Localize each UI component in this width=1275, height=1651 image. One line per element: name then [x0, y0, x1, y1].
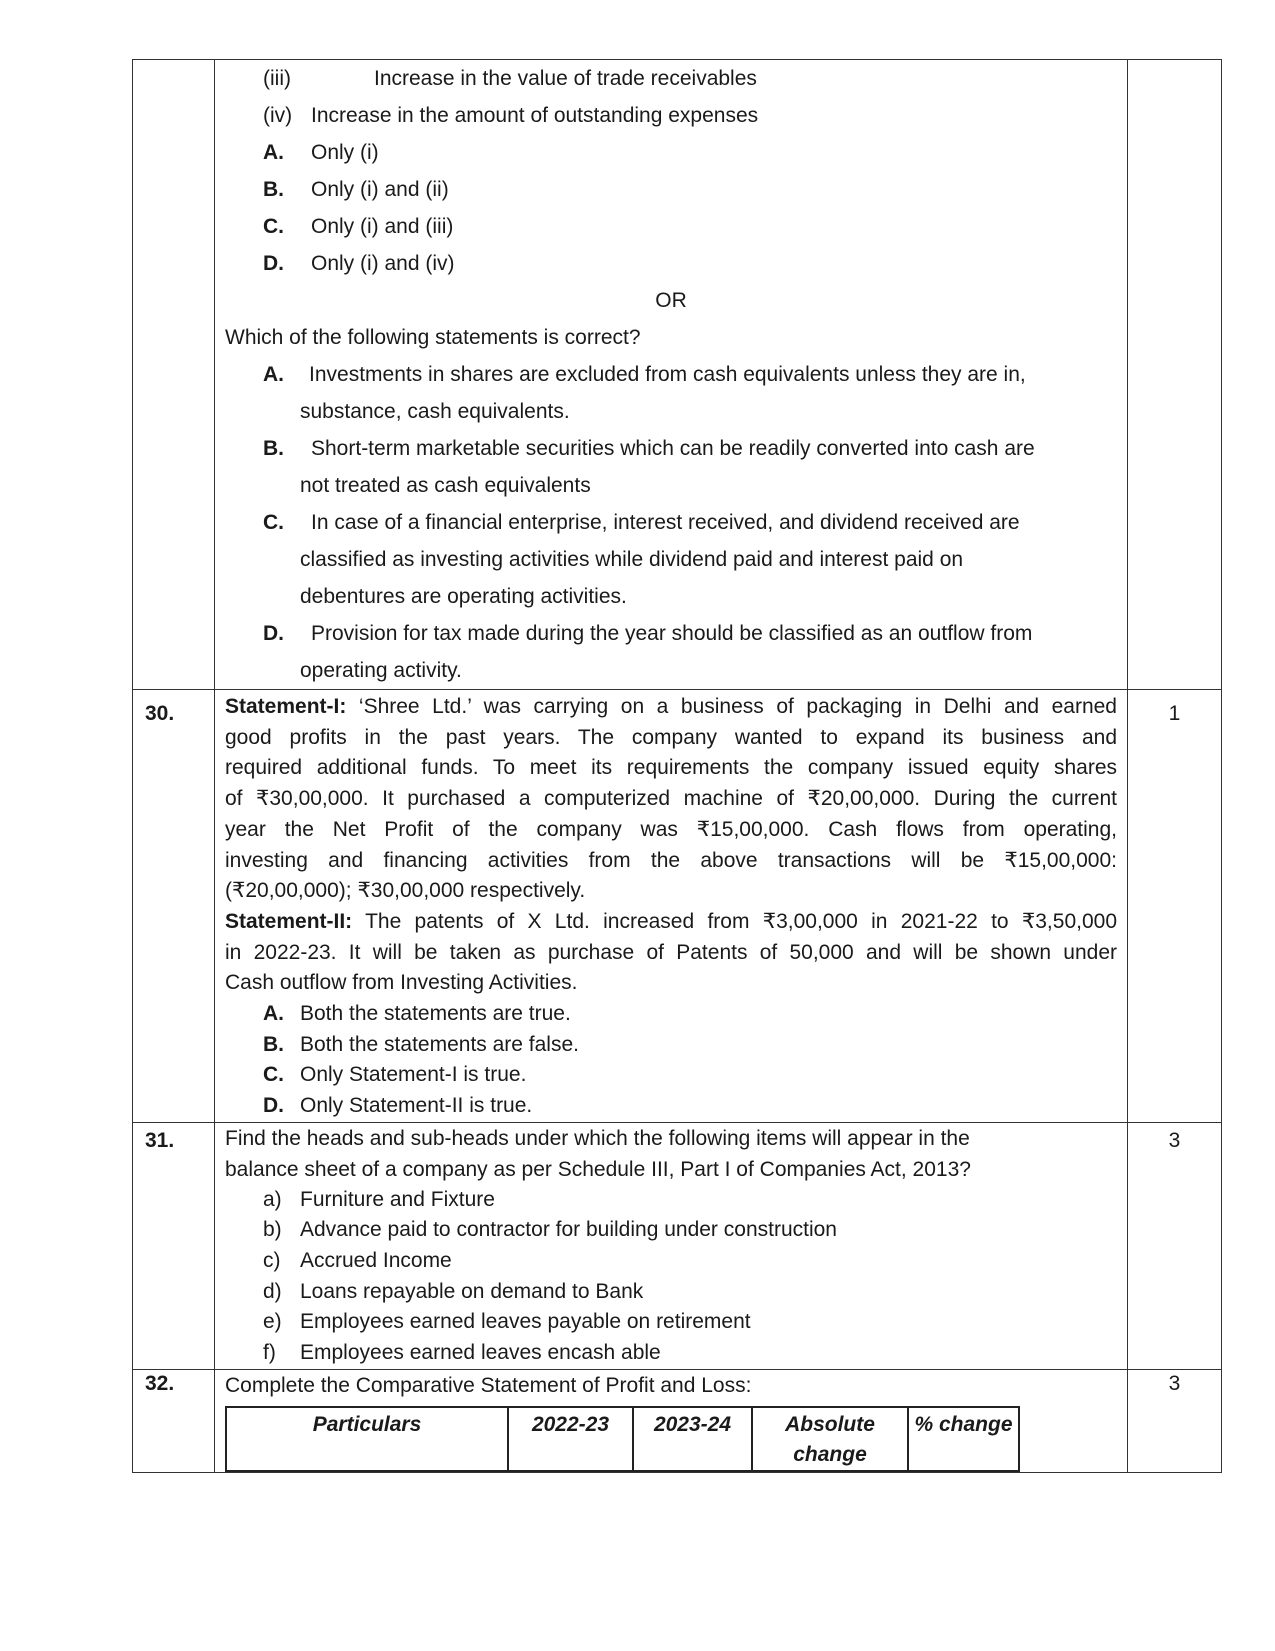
item-text: Advance paid to contractor for building under construction — [300, 1218, 837, 1242]
list-item — [263, 1307, 1117, 1338]
item-letter: b) — [263, 1218, 282, 1242]
option-text: Both the statements are false. — [300, 1032, 579, 1056]
option-letter: A. — [263, 1002, 284, 1026]
alt-option-d — [225, 615, 1117, 652]
question-body — [215, 1369, 1128, 1472]
or-separator: OR — [655, 289, 687, 312]
statement-text: ‘Shree Ltd.’ was carrying on a business of packaging in Delhi and earned — [346, 695, 1117, 718]
items-list — [225, 1185, 1117, 1369]
question-row-29-continued — [133, 60, 1222, 690]
item-letter: e) — [263, 1310, 282, 1334]
option-letter: A. — [263, 363, 284, 386]
option-letter: B. — [263, 178, 284, 201]
option-letter: D. — [263, 1094, 284, 1118]
question-text — [225, 1123, 1117, 1185]
alt-option-a-cont: substance, cash equivalents. — [300, 400, 570, 423]
alt-option-b — [225, 430, 1117, 467]
comparative-statement-table — [225, 1406, 1020, 1472]
list-item — [225, 60, 1117, 97]
header-percent-change: % change — [908, 1407, 1019, 1471]
question-number-cell — [133, 60, 215, 690]
statement-2 — [225, 907, 1117, 999]
alt-option-d-cont: operating activity. — [300, 659, 462, 682]
marks-cell — [1128, 60, 1222, 690]
options-list — [225, 999, 1117, 1122]
list-item — [263, 1277, 1117, 1308]
marks-value: 3 — [1128, 1122, 1222, 1369]
option-text: Only Statement-I is true. — [300, 1063, 527, 1087]
statement-line — [225, 692, 1117, 723]
list-item — [225, 97, 1117, 134]
option-b — [263, 1030, 1117, 1061]
option-letter: D. — [263, 252, 284, 275]
item-letter: a) — [263, 1187, 282, 1211]
header-2022-23: 2022-23 — [508, 1407, 633, 1471]
option-letter: B. — [263, 437, 284, 460]
option-a — [263, 999, 1117, 1030]
option-text: Provision for tax made during the year should be classified as an outflow from — [311, 622, 1033, 645]
option-letter: C. — [263, 1063, 284, 1087]
statement-label: Statement-II: — [225, 909, 353, 933]
question-number: 31. — [133, 1122, 215, 1369]
statement-line: Cash outflow from Investing Activities. — [225, 971, 578, 995]
roman-numeral: (iii) — [263, 67, 291, 90]
option-letter: C. — [263, 215, 284, 238]
statement-line: investing and financing activities from the above transactions will be ₹15,00,000: — [225, 848, 1117, 872]
list-item — [263, 1185, 1117, 1216]
statement-1 — [225, 690, 1117, 907]
option-letter: B. — [263, 1032, 284, 1056]
item-letter: f) — [263, 1340, 276, 1364]
option-letter: D. — [263, 622, 284, 645]
alt-option-c-cont2: debentures are operating activities. — [300, 585, 627, 608]
option-text: Only (i) — [311, 141, 379, 164]
statement-label: Statement-I: — [225, 695, 347, 718]
alt-option-b-cont: not treated as cash equivalents — [300, 474, 591, 497]
item-text: Increase in the amount of outstanding expenses — [311, 104, 759, 127]
question-text: Complete the Comparative Statement of Profit and Loss: — [225, 1373, 752, 1397]
option-d — [263, 1091, 1117, 1122]
option-d — [225, 245, 1117, 282]
question-body — [215, 60, 1128, 690]
statement-line: in 2022-23. It will be taken as purchase of Patents of 50,000 and will be shown under — [225, 940, 1117, 964]
item-text: Furniture and Fixture — [300, 1187, 495, 1211]
item-text: Increase in the value of trade receivables — [374, 67, 757, 90]
option-text: Both the statements are true. — [300, 1002, 571, 1026]
statement-line: good profits in the past years. The company wanted to expand its business and — [225, 725, 1117, 749]
option-letter: A. — [263, 141, 284, 164]
question-body — [215, 690, 1128, 1123]
header-particulars: Particulars — [226, 1407, 508, 1471]
roman-numeral: (iv) — [263, 104, 293, 127]
option-letter: C. — [263, 511, 284, 534]
header-2023-24: 2023-24 — [633, 1407, 752, 1471]
item-text: Loans repayable on demand to Bank — [300, 1279, 644, 1303]
option-text: Only (i) and (ii) — [311, 178, 449, 201]
option-text: Only (i) and (iii) — [311, 215, 454, 238]
item-text: Accrued Income — [300, 1249, 452, 1273]
list-item — [263, 1215, 1117, 1246]
alt-option-c — [225, 504, 1117, 541]
option-text: In case of a financial enterprise, interest received, and dividend received are — [311, 511, 1020, 534]
question-body — [215, 1122, 1128, 1369]
header-absolute-change: Absolute change — [752, 1407, 908, 1471]
alt-question-text: Which of the following statements is correct? — [225, 326, 641, 349]
alt-option-c-cont: classified as investing activities while dividend paid and interest paid on — [300, 548, 964, 571]
option-c — [263, 1060, 1117, 1091]
list-item — [263, 1246, 1117, 1277]
statement-line: year the Net Profit of the company was ₹15,00,000. Cash flows from operating, — [225, 817, 1117, 841]
alt-option-a — [225, 356, 1117, 393]
statement-line: required additional funds. To meet its requirements the company issued equity shares — [225, 756, 1117, 780]
question-row-30 — [133, 690, 1222, 1123]
option-a — [225, 134, 1117, 171]
question-row-31 — [133, 1122, 1222, 1369]
question-row-32 — [133, 1369, 1222, 1472]
item-letter: d) — [263, 1279, 282, 1303]
item-text: Employees earned leaves encash able — [300, 1340, 661, 1364]
question-number: 32. — [133, 1369, 215, 1472]
question-line: balance sheet of a company as per Schedule III, Part I of Companies Act, 2013? — [225, 1157, 971, 1181]
item-letter: c) — [263, 1249, 281, 1273]
list-item — [263, 1338, 1117, 1369]
question-number: 30. — [133, 690, 215, 1123]
item-text: Employees earned leaves payable on retirement — [300, 1310, 751, 1334]
option-text: Only Statement-II is true. — [300, 1094, 533, 1118]
statement-line — [225, 907, 1117, 938]
option-text: Investments in shares are excluded from cash equivalents unless they are in, — [309, 363, 1026, 386]
statement-text: The patents of X Ltd. increased from ₹3,00,000 in 2021-22 to ₹3,50,000 — [352, 909, 1117, 933]
option-text: Short-term marketable securities which can be readily converted into cash are — [311, 437, 1035, 460]
question-table — [132, 59, 1222, 1473]
option-text: Only (i) and (iv) — [311, 252, 455, 275]
marks-value: 3 — [1128, 1369, 1222, 1472]
statement-line: of ₹30,00,000. It purchased a computerized machine of ₹20,00,000. During the current — [225, 787, 1117, 811]
question-line: Find the heads and sub-heads under which the following items will appear in the — [225, 1126, 970, 1150]
option-c — [225, 208, 1117, 245]
option-b — [225, 171, 1117, 208]
table-header-row — [226, 1407, 1019, 1471]
marks-value: 1 — [1128, 690, 1222, 1123]
statement-line: (₹20,00,000); ₹30,00,000 respectively. — [225, 879, 586, 903]
